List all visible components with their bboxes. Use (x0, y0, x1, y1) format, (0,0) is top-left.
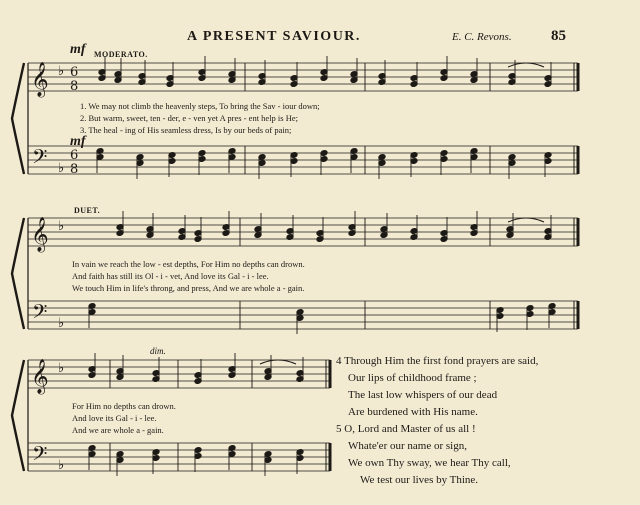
lyric-line-2: 2. But warm, sweet, ten - der, e - ven yet A pres - ent help is He; (80, 113, 299, 123)
composer-credit: E. C. Revons. (452, 31, 512, 43)
brace (12, 63, 24, 174)
time-signature: 6 (70, 65, 79, 80)
stanza-line: We own Thy sway, we hear Thy call, (348, 457, 511, 469)
lyric-line-1: 1. We may not climb the heavenly steps, To bring the Sav - iour down; (80, 101, 320, 111)
duet-marking: DUET. (74, 206, 101, 215)
tie (260, 360, 296, 364)
tempo-marking: MODERATO. (94, 50, 148, 59)
dynamic-mf-treble: mf (70, 42, 86, 57)
lyric-line-5: And faith has still its Ol - i - vet, And love its Gal - i - lee. (72, 271, 269, 281)
treble-clef-icon: 𝄞 (31, 217, 49, 252)
lyric-line-6: We touch Him in life's throng, and press, And we are whole a - gain. (72, 283, 305, 293)
bass-clef-icon: 𝄢 (32, 300, 48, 328)
stanza-line: 5 O, Lord and Master of us all ! (336, 423, 476, 435)
time-signature: 8 (70, 162, 79, 177)
bass-clef-icon: 𝄢 (32, 442, 48, 470)
hymn-title: A PRESENT SAVIOUR. (187, 29, 361, 44)
tie (508, 63, 544, 67)
stanza-line: We test our lives by Thine. (360, 474, 479, 486)
treble-clef-icon: 𝄞 (31, 62, 49, 97)
dim-marking: dim. (150, 346, 166, 356)
lyric-line-3: 3. The heal - ing of His seamless dress, Is by our beds of pain; (80, 125, 292, 135)
flat-icon: ♭ (58, 64, 65, 79)
flat-icon: ♭ (58, 361, 65, 376)
stanza-line: The last low whispers of our dead (348, 389, 498, 401)
flat-icon: ♭ (58, 161, 65, 176)
lyric-line-7: For Him no depths can drown. (72, 401, 176, 411)
stanza-line: Are burdened with His name. (348, 406, 478, 418)
stanza-line: 4 Through Him the first fond prayers are said, (336, 355, 539, 367)
bass-clef-icon: 𝄢 (32, 145, 48, 173)
lyric-line-9: And we are whole a - gain. (72, 425, 164, 435)
page-number: 85 (551, 28, 566, 44)
brace (12, 360, 24, 471)
flat-icon: ♭ (58, 458, 65, 473)
flat-icon: ♭ (58, 316, 65, 331)
dynamic-mf-bass: mf (70, 134, 86, 149)
brace (12, 218, 24, 329)
lyric-line-8: And love its Gal - i - lee. (72, 413, 157, 423)
stanza-line: Our lips of childhood frame ; (348, 372, 477, 384)
flat-icon: ♭ (58, 219, 65, 234)
time-signature: 6 (70, 148, 79, 163)
treble-clef-icon: 𝄞 (31, 359, 49, 394)
stanza-line: Whate'er our name or sign, (348, 440, 467, 452)
time-signature: 8 (70, 79, 79, 94)
lyric-line-4: In vain we reach the low - est depths, For Him no depths can drown. (72, 259, 305, 269)
